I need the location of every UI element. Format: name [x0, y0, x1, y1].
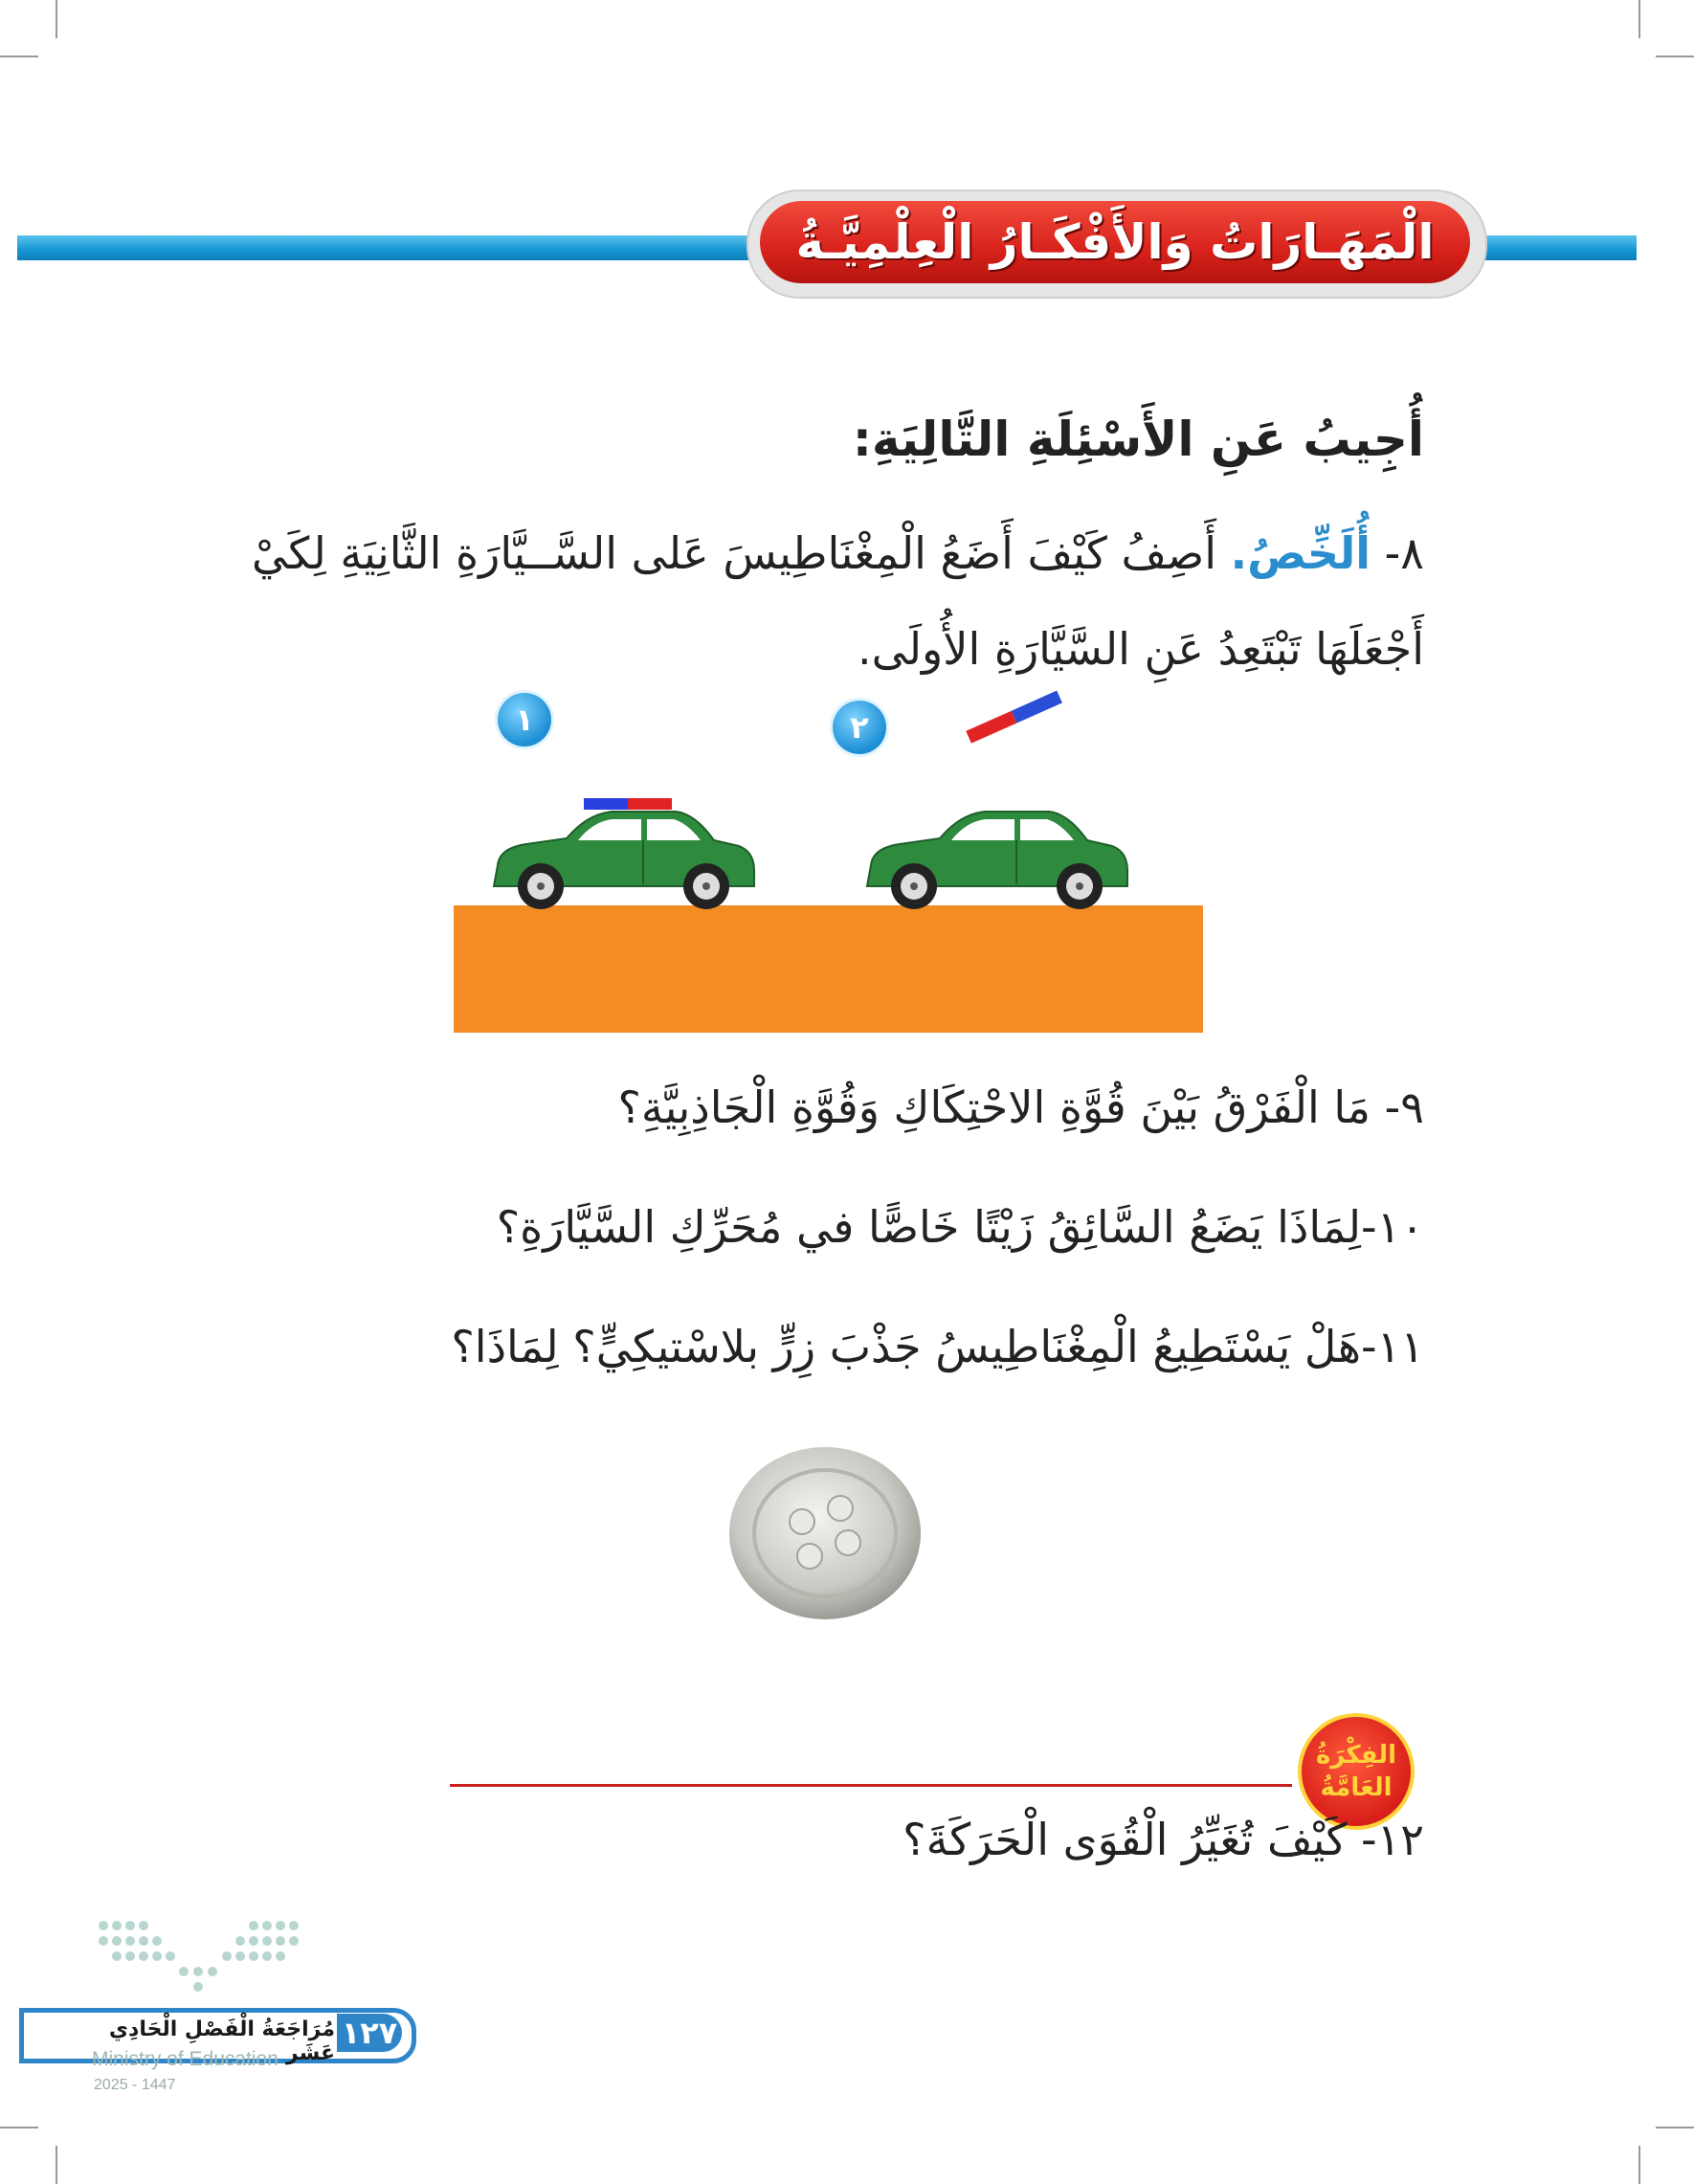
skill-label: أُلَخِّصُ.	[1230, 527, 1371, 579]
cars-figure	[450, 689, 1215, 1034]
section-title: الْمَهَـارَاتُ وَالأَفْكَـارُ الْعِلْمِيَّـةُ	[760, 201, 1470, 283]
question-9: ٩- مَا الْفَرْقُ بَيْنَ قُوَّةِ الاحْتِكَاكِ وَقُوَّةِ الْجَاذِبِيَّةِ؟	[617, 1081, 1424, 1133]
crop-mark	[1638, 2146, 1640, 2184]
big-idea-line-1: الفِكْرَةُ	[1315, 1741, 1397, 1770]
edition-year: 2025 - 1447	[94, 2077, 176, 2093]
questions-intro: أُجِيبُ عَنِ الأَسْئِلَةِ التَّالِيَةِ:	[852, 412, 1424, 467]
plastic-button-image	[727, 1445, 924, 1622]
badge-car-1: ١	[498, 693, 551, 747]
crop-mark	[56, 2146, 57, 2184]
chapter-label: مُرَاجَعَةُ الْفَصْلِ الْحَادِي عَشَر	[108, 2017, 335, 2065]
divider-line	[450, 1784, 1292, 1787]
question-8	[189, 505, 1424, 697]
bar-magnet-icon	[957, 689, 1072, 747]
question-10: ١٠-لِمَاذَا يَضَعُ السَّائِقُ زَيْتًا خَاصًّا في مُحَرِّكِ السَّيَّارَةِ؟	[496, 1201, 1424, 1253]
big-idea-badge	[1298, 1713, 1415, 1830]
crop-mark	[0, 2127, 38, 2128]
ministry-logo-icon	[96, 1918, 301, 1995]
crop-mark	[56, 0, 57, 38]
big-idea-line-2: العَامَّةُ	[1320, 1773, 1393, 1802]
question-12: ١٢- كَيْفَ تُغَيِّرُ الْقُوَى الْحَرَكَةَ؟	[903, 1814, 1424, 1865]
badge-car-2: ٢	[833, 701, 886, 754]
ministry-label: Ministry of Education	[92, 2048, 279, 2070]
crop-mark	[1656, 2127, 1694, 2128]
question-number: ٨-	[1384, 527, 1424, 579]
ground-block	[454, 905, 1203, 1033]
question-text: أَصِفُ كَيْفَ أَضَعُ الْمِغْنَاطِيسَ عَلى السَّــيَّارَةِ الثَّانِيَةِ لِكَيْ أَجْعَلَهَا تَبْتَعِدُ عَنِ السَّيَّارَةِ الأُولَى.	[252, 527, 1424, 675]
police-car-icon	[488, 798, 758, 911]
page-number: ١٢٧	[337, 2014, 402, 2052]
car-icon	[861, 798, 1131, 911]
crop-mark	[1638, 0, 1640, 38]
question-11: ١١-هَلْ يَسْتَطِيعُ الْمِغْنَاطِيسُ جَذْبَ زِرٍّ بلاسْتيكِيٍّ؟ لِمَاذَا؟	[451, 1321, 1424, 1372]
crop-mark	[0, 56, 38, 57]
crop-mark	[1656, 56, 1694, 57]
